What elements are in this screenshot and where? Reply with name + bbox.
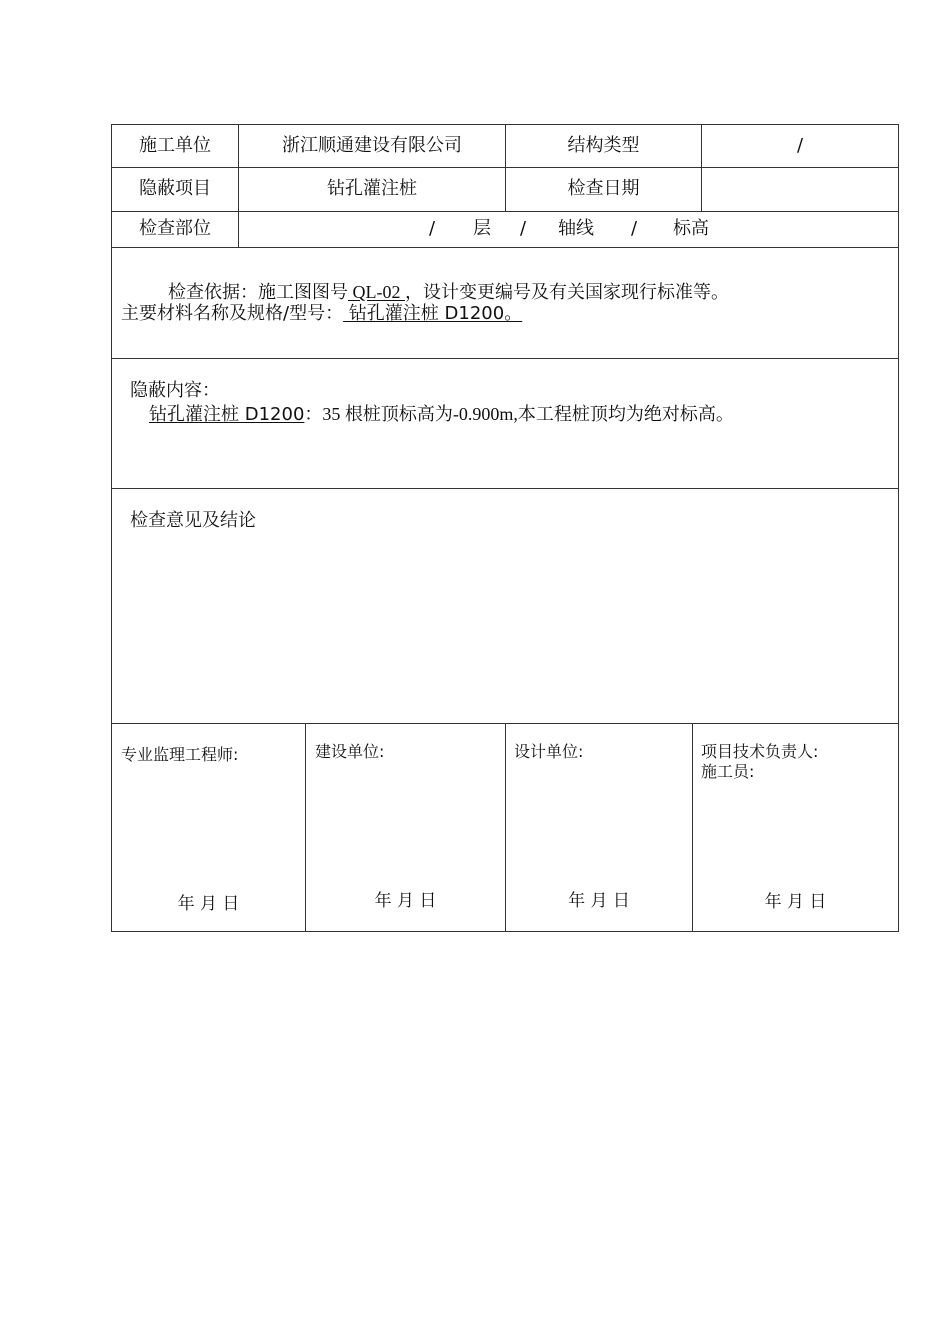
- table-border-left: [111, 124, 112, 932]
- hidden-content-title: 隐蔽内容：: [130, 380, 220, 401]
- basis-prefix: 检查依据：施工图图号: [168, 282, 348, 303]
- technical-lead-date: 年 月 日: [764, 892, 827, 912]
- pile-spec: 钻孔灌注桩 D1200: [149, 404, 305, 425]
- structure-type-label: 结构类型: [567, 135, 640, 156]
- floor-slash: /: [429, 218, 436, 239]
- elevation-slash: /: [631, 218, 638, 239]
- inspection-date-label: 检查日期: [567, 178, 640, 199]
- opinion-title: 检查意见及结论: [130, 510, 256, 531]
- row-divider: [111, 247, 899, 248]
- hidden-content-detail: [149, 405, 734, 424]
- construction-unit-value: 浙江顺通建设有限公司: [282, 135, 462, 156]
- design-unit-date: 年 月 日: [568, 891, 630, 911]
- inspection-location-label: 检查部位: [139, 218, 211, 239]
- owner-unit-date: 年 月 日: [374, 891, 437, 911]
- axis-label: 轴线: [558, 218, 594, 239]
- hidden-item-value: 钻孔灌注桩: [327, 178, 417, 199]
- row-divider: [111, 488, 899, 489]
- structure-type-value: /: [796, 135, 804, 156]
- table-border-right: [898, 124, 899, 932]
- material-label: 主要材料名称及规格/型号：: [121, 303, 344, 324]
- elevation-label: 标高: [673, 218, 709, 239]
- pile-detail: ：35 根桩顶标高为-0.900m,本工程桩顶均为绝对标高。: [304, 404, 734, 424]
- technical-lead-label: 项目技术负责人:: [701, 742, 819, 761]
- supervisor-date: 年 月 日: [177, 894, 240, 914]
- material-spec: [121, 305, 522, 323]
- inspection-basis: [168, 283, 729, 302]
- constructor-label: 施工员:: [701, 762, 755, 781]
- drawing-number: QL-02: [348, 282, 405, 302]
- floor-label: 层: [473, 218, 491, 239]
- construction-unit-label: 施工单位: [139, 135, 211, 156]
- material-value: 钻孔灌注桩 D1200。: [343, 303, 523, 324]
- hidden-item-label: 隐蔽项目: [139, 178, 211, 199]
- supervisor-label: 专业监理工程师:: [121, 745, 239, 764]
- owner-unit-label: 建设单位:: [315, 742, 385, 761]
- basis-suffix: ，设计变更编号及有关国家现行标准等。: [405, 282, 729, 303]
- axis-slash: /: [520, 218, 527, 239]
- row-divider: [111, 358, 899, 359]
- design-unit-label: 设计单位:: [514, 742, 584, 761]
